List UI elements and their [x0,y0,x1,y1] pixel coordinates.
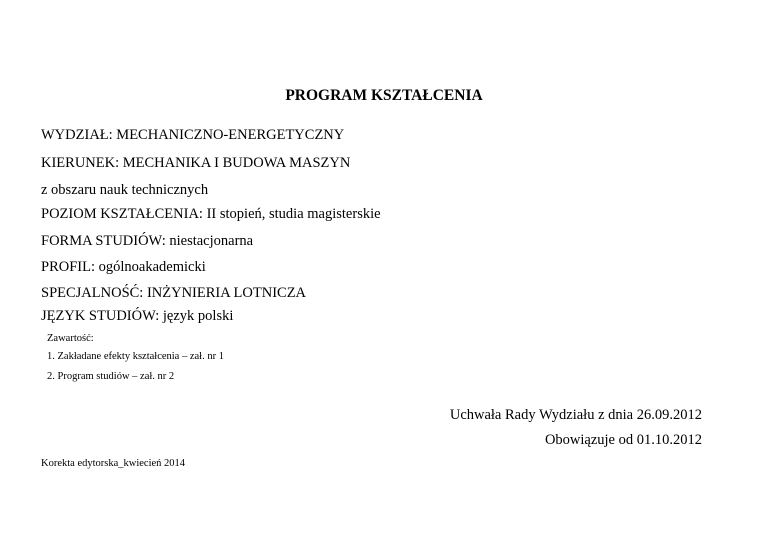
contents-label: Zawartość: [47,333,94,344]
effective-date-line: Obowiązuje od 01.10.2012 [544,432,702,448]
field-language: JĘZYK STUDIÓW: język polski [41,308,234,324]
document-title: PROGRAM KSZTAŁCENIA [285,87,483,104]
field-faculty: WYDZIAŁ: MECHANICZNO-ENERGETYCZNY [41,127,345,143]
field-study-form: FORMA STUDIÓW: niestacjonarna [41,233,254,249]
field-level: POZIOM KSZTAŁCENIA: II stopień, studia magisterskie [41,206,381,222]
resolution-line: Uchwała Rady Wydziału z dnia 26.09.2012 [449,407,702,423]
field-profile: PROFIL: ogólnoakademicki [41,259,206,275]
field-area: z obszaru nauk technicznych [41,182,209,198]
field-specialization: SPECJALNOŚĆ: INŻYNIERIA LOTNICZA [41,285,307,301]
contents-item-2: 2. Program studiów – zał. nr 2 [47,371,175,382]
field-major: KIERUNEK: MECHANIKA I BUDOWA MASZYN [41,155,351,171]
editorial-note: Korekta edytorska_kwiecień 2014 [41,458,186,469]
contents-item-1: 1. Zakładane efekty kształcenia – zał. nr 1 [47,351,224,362]
